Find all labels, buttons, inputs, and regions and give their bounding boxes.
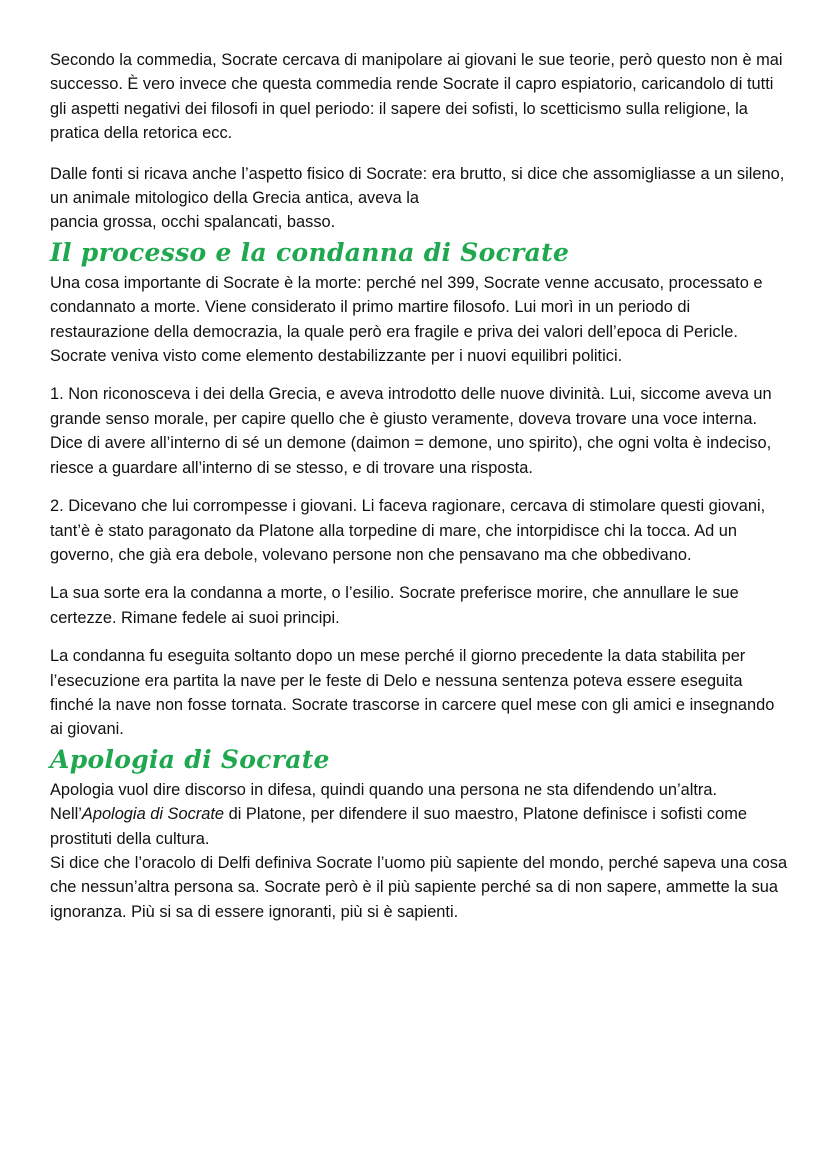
processo-paragraph-accusa-1: 1. Non riconosceva i dei della Grecia, e aveva introdotto delle nuove divinità. Lui, siccome aveva un grande senso morale, per capire quello che è giusto veramente, doveva trovare una voce interna. Dice di avere all’interno di sé un demone (daimon = demone, uno spirito), che ogni volta è indeciso, riesce a guardare all’interno di se stesso, e di trovare una risposta.	[50, 385, 772, 477]
processo-paragraph-condanna: La condanna fu eseguita soltanto dopo un mese perché il giorno precedente la data stabilita per l’esecuzione era partita la nave per le feste di Delo e nessuna sentenza poteva essere eseguita finché la nave non fosse tornata. Socrate trascorse in carcere quel mese con gli amici e insegnando ai giovani.	[50, 647, 775, 739]
apologia-line-definizione: Apologia vuol dire discorso in difesa, quindi quando una persona ne sta difendendo un’altra.	[50, 780, 718, 799]
apologia-prefix: Nell’	[50, 805, 82, 824]
apologia-book-title: Apologia di Socrate	[81, 805, 225, 824]
intro-paragraph-aspetto-fisico	[50, 162, 788, 235]
processo-paragraph-sorte: La sua sorte era la condanna a morte, o l’esilio. Socrate preferisce morire, che annullare le sue certezze. Rimane fedele ai suoi principi.	[50, 584, 739, 627]
processo-paragraph-accusa-2: 2. Dicevano che lui corrompesse i giovani. Li faceva ragionare, cercava di stimolare questi giovani, tant’è è stato paragonato da Platone alla torpedine di mare, che intorpidisce chi la tocca. Ad un governo, che già era debole, volevano persone non che pensavano ma che obbedivano.	[50, 497, 766, 564]
intro-paragraph-commedia: Secondo la commedia, Socrate cercava di manipolare ai giovani le sue teorie, però questo non è mai successo. È vero invece che questa commedia rende Socrate il capro espiatorio, caricandolo di tutti gli aspetti negativi dei filosofi in quel periodo: il sapere dei sofisti, lo scetticismo sulla religione, la pratica della retorica ecc.	[50, 51, 783, 143]
apologia-line-oracolo: Si dice che l’oracolo di Delfi definiva Socrate l’uomo più sapiente del mondo, perché sapeva una cosa che nessun’altra persona sa. Socrate però è il più sapiente perché sa di non sapere, ammette la sua ignoranza. Più si sa di essere ignoranti, più si è sapienti.	[50, 853, 788, 921]
apologia-paragraph	[50, 778, 788, 924]
apologia-suffix: di Platone, per difendere il suo maestro, Platone definisce i sofisti come prostituti della cultura.	[50, 805, 748, 848]
apologia-line-platone	[50, 802, 788, 851]
intro-paragraph-aspetto-fisico-line1: Dalle fonti si ricava anche l’aspetto fisico di Socrate: era brutto, si dice che assomigliasse a un sileno, un animale mitologico della Grecia antica, aveva la	[50, 164, 785, 208]
section-heading-apologia: Apologia di Socrate	[50, 744, 330, 774]
intro-paragraph-aspetto-fisico-line2: pancia grossa, occhi spalancati, basso.	[50, 213, 336, 232]
section-heading-processo: Il processo e la condanna di Socrate	[50, 237, 570, 267]
processo-paragraph-morte: Una cosa importante di Socrate è la morte: perché nel 399, Socrate venne accusato, processato e condannato a morte. Viene considerato il primo martire filosofo. Lui morì in un periodo di restaurazione della democrazia, la quale però era fragile e priva dei valori dell’epoca di Pericle. Socrate veniva visto come elemento destabilizzante per i nuovi equilibri politici.	[50, 273, 763, 366]
